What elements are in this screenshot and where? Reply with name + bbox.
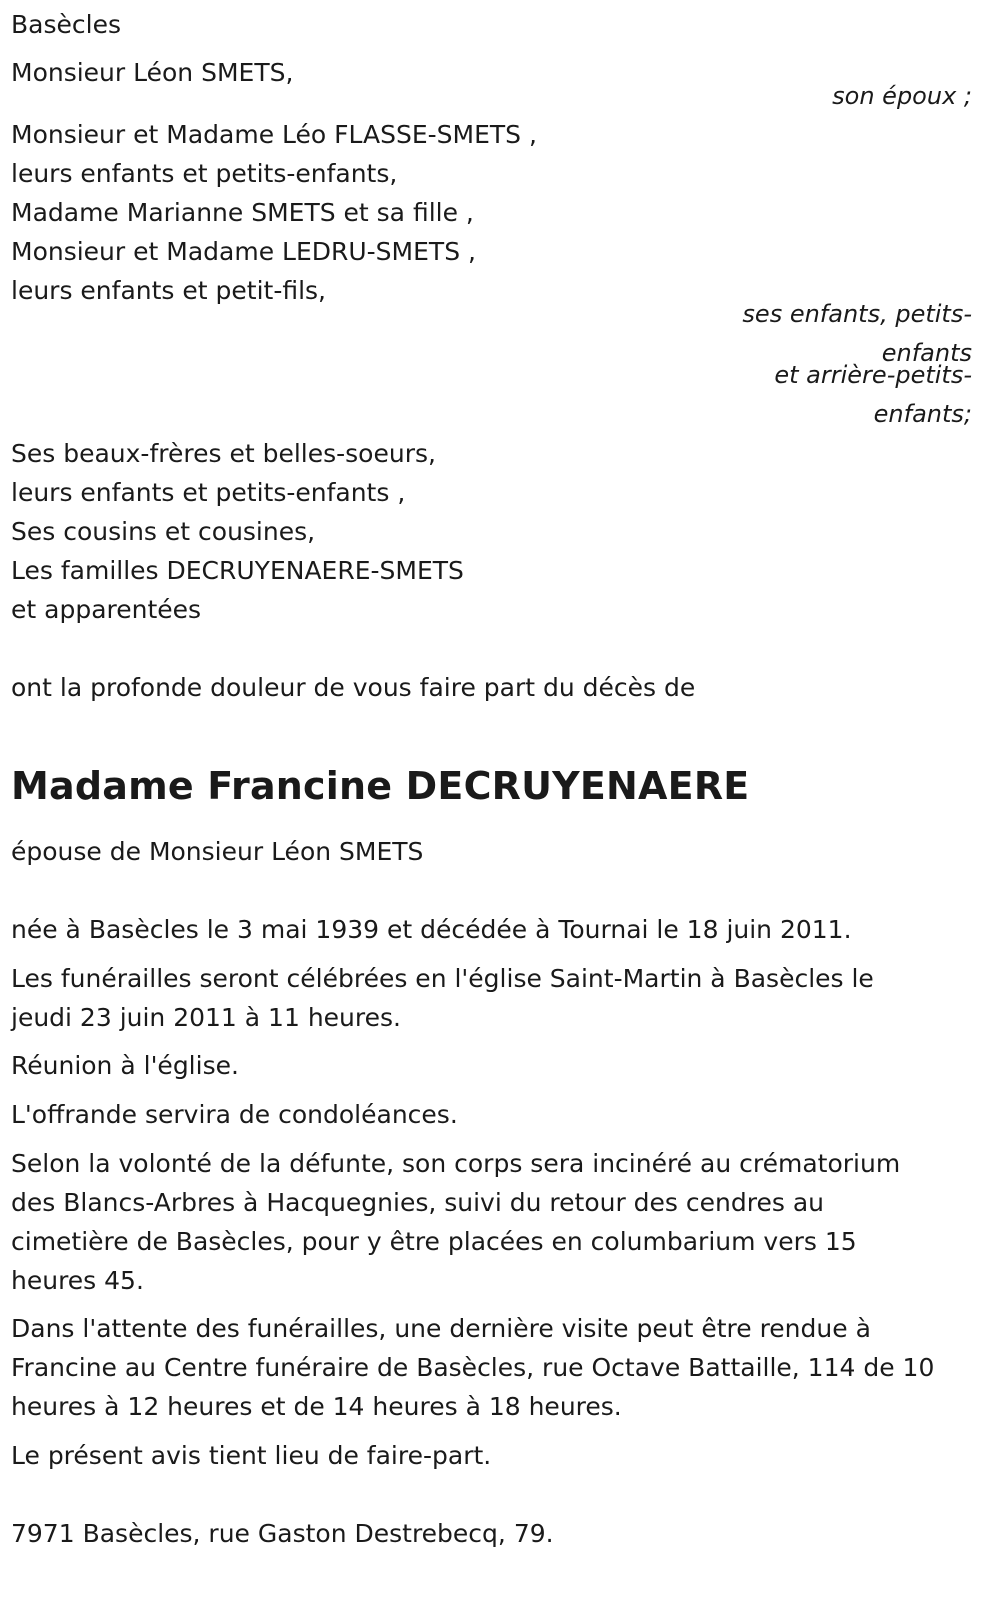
funeral-line-2: jeudi 23 juin 2011 à 11 heures.	[11, 1003, 401, 1032]
others-line-4: Les familles DECRUYENAERE-SMETS	[11, 556, 464, 585]
children-role-line-4: enfants;	[873, 400, 972, 428]
children-role-line-1: ses enfants, petits-	[742, 300, 972, 328]
visit-line-3: heures à 12 heures et de 14 heures à 18 heures.	[11, 1392, 622, 1421]
visit-line-2: Francine au Centre funéraire de Basècles, rue Octave Battaille, 114 de 10	[11, 1353, 935, 1382]
children-line-5: leurs enfants et petit-fils,	[11, 276, 327, 305]
others-line-5: et apparentées	[11, 595, 202, 624]
announcement-line: ont la profonde douleur de vous faire part du décès de	[11, 673, 696, 702]
children-line-4: Monsieur et Madame LEDRU-SMETS ,	[11, 237, 476, 266]
others-line-2: leurs enfants et petits-enfants ,	[11, 478, 406, 507]
address-line: 7971 Basècles, rue Gaston Destrebecq, 79.	[11, 1519, 554, 1548]
visit-line-1: Dans l'attente des funérailles, une dernière visite peut être rendue à	[11, 1314, 871, 1343]
offering-line: L'offrande servira de condoléances.	[11, 1100, 458, 1129]
husband-line: Monsieur Léon SMETS,	[11, 58, 294, 87]
others-line-3: Ses cousins et cousines,	[11, 517, 316, 546]
children-line-1: Monsieur et Madame Léo FLASSE-SMETS ,	[11, 120, 537, 149]
cremation-line-2: des Blancs-Arbres à Hacquegnies, suivi du retour des cendres au	[11, 1188, 824, 1217]
cremation-line-1: Selon la volonté de la défunte, son corps sera incinéré au crématorium	[11, 1149, 901, 1178]
children-line-3: Madame Marianne SMETS et sa fille ,	[11, 198, 474, 227]
notice-line: Le présent avis tient lieu de faire-part.	[11, 1441, 492, 1470]
cremation-line-4: heures 45.	[11, 1266, 144, 1295]
place-heading: Basècles	[11, 10, 121, 39]
birth-death-line: née à Basècles le 3 mai 1939 et décédée à Tournai le 18 juin 2011.	[11, 915, 852, 944]
cremation-line-3: cimetière de Basècles, pour y être placées en columbarium vers 15	[11, 1227, 857, 1256]
meeting-line: Réunion à l'église.	[11, 1051, 239, 1080]
funeral-line-1: Les funérailles seront célébrées en l'église Saint-Martin à Basècles le	[11, 964, 874, 993]
deceased-name: Madame Francine DECRUYENAERE	[11, 764, 750, 808]
husband-role: son époux ;	[832, 82, 972, 110]
children-line-2: leurs enfants et petits-enfants,	[11, 159, 398, 188]
children-role-line-3: et arrière-petits-	[774, 361, 972, 389]
others-line-1: Ses beaux-frères et belles-soeurs,	[11, 439, 436, 468]
children-role-line-2: enfants	[881, 339, 972, 367]
spouse-line: épouse de Monsieur Léon SMETS	[11, 837, 424, 866]
